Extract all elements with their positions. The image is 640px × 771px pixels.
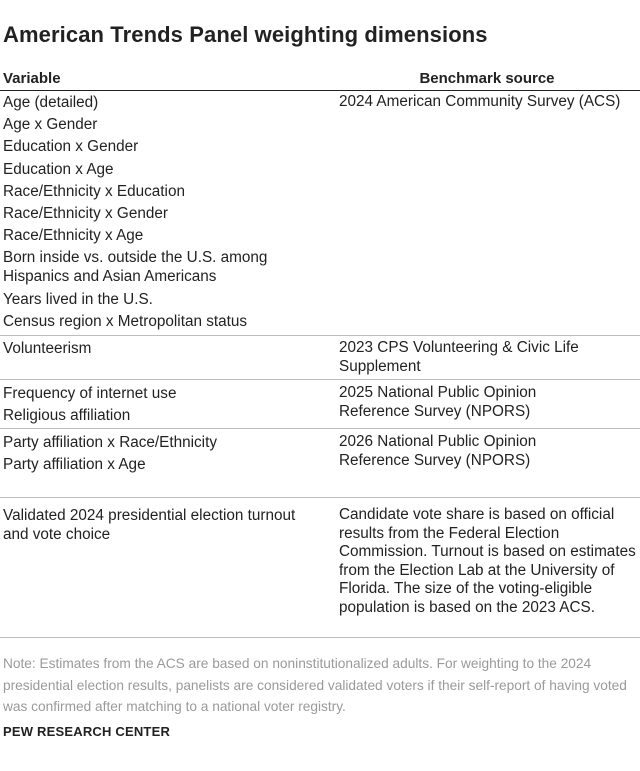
page-title: American Trends Panel weighting dimensions <box>3 22 488 47</box>
header-benchmark: Benchmark source <box>419 70 555 87</box>
variable-cell: Born inside vs. outside the U.S. among Hispanics and Asian Americans <box>3 249 268 286</box>
variable-cell: Race/Ethnicity x Education <box>3 182 185 200</box>
benchmark-cell: Candidate vote share is based on official results from the Federal Election Commission. Turnout is based on estimates from the Election Lab at the University of Florida. The size of the voting-eligible population is based on the 2023 ACS. <box>339 506 636 616</box>
benchmark-cell: 2024 American Community Survey (ACS) <box>339 93 621 110</box>
table-row-group-acs <box>0 91 640 336</box>
variable-cell: Volunteerism <box>3 340 92 357</box>
variable-cell: Validated 2024 presidential election turnout and vote choice <box>3 507 296 543</box>
variable-cell: Race/Ethnicity x Age <box>3 227 144 245</box>
table-row-group-npors-2025 <box>0 380 640 429</box>
table-row-group-election <box>0 498 640 638</box>
table-row-group-npors-2026 <box>0 429 640 498</box>
table-row-group-cps <box>0 336 640 380</box>
footnote: Note: Estimates from the ACS are based on noninstitutionalized adults. For weighting to the 2024 presidential election results, panelists are considered validated voters if their self-report of having voted was confirmed after matching to a national voter registry. <box>3 656 627 714</box>
header-variable: Variable <box>3 70 61 87</box>
table-header <box>0 68 640 91</box>
benchmark-cell: 2025 National Public Opinion Reference Survey (NPORS) <box>339 384 537 420</box>
source-credit: PEW RESEARCH CENTER <box>3 724 171 739</box>
variable-cell: Years lived in the U.S. <box>3 290 153 308</box>
variable-cell: Religious affiliation <box>3 407 131 425</box>
variable-cell: Education x Gender <box>3 138 139 156</box>
variable-cell: Frequency of internet use <box>3 385 177 402</box>
variable-cell: Race/Ethnicity x Gender <box>3 204 168 222</box>
variable-cell: Census region x Metropolitan status <box>3 312 248 330</box>
variable-cell: Party affiliation x Race/Ethnicity <box>3 434 217 451</box>
variable-cell: Age x Gender <box>3 116 98 134</box>
benchmark-cell: 2023 CPS Volunteering & Civic Life Supplement <box>339 339 579 375</box>
variable-cell: Party affiliation x Age <box>3 456 146 474</box>
variable-cell: Age (detailed) <box>3 94 99 111</box>
benchmark-cell: 2026 National Public Opinion Reference Survey (NPORS) <box>339 433 537 469</box>
variable-cell: Education x Age <box>3 160 114 178</box>
